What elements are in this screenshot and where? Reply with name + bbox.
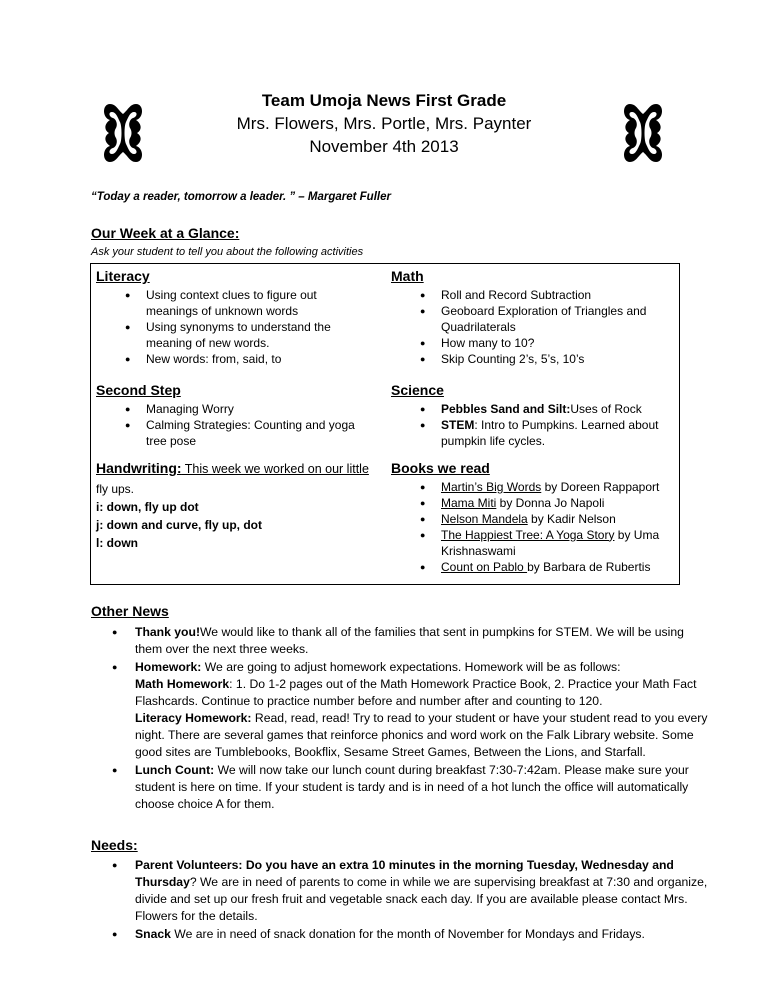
newsletter-date: November 4th 2013 [309,137,459,156]
handwriting-line: l: down [96,535,138,550]
handwriting-line: j: down and curve, fly up, dot [96,517,263,532]
week-subheading: Ask your student to tell you about the following activities [91,246,364,258]
list-item: ● Nelson Mandela by Kadir Nelson [417,511,673,527]
other-news-heading: Other News [91,603,169,619]
science-section [391,382,673,449]
list-item: ● Homework: We are going to adjust homework expectations. Homework will be as follows: Math Homework: 1. Do 1-2 pages out of the Math Homework Practice Book, 2. Practice your Math Fact Flashcards. Continue to practice number before and number after and counting to 120. Literacy Homework: Read, read, read! Try to read to your student or have your student read to you every night. There are several games that reinforce phonics and word work on the Falk Library website. Some good sites are Tumblebooks, Bookflix, Sesame Street Games, Between the Lions, and Starfall. [108,659,708,761]
list-item: ● Skip Counting 2’s, 5’s, 10’s [417,351,673,367]
list-item: ● Parent Volunteers: Do you have an extra 10 minutes in the morning Tuesday, Wednesday and Thursday? We are in need of parents to come in while we are supervising breakfast at 7:30 and organize, divide and set up our fresh fruit and vegetable snack each day. If you are available please contact Mrs. Flowers for the details. [108,857,708,925]
science-title: Science [391,382,444,398]
handwriting-section [96,460,381,552]
newsletter-title: Team Umoja News First Grade [261,91,507,110]
list-item: ● Pebbles Sand and Silt:Uses of Rock [417,401,673,417]
list-item: ● Managing Worry [122,401,371,417]
books-section [391,460,673,575]
math-section [391,268,673,367]
literacy-section [96,268,371,367]
quote: “Today a reader, tomorrow a leader. ” – Margaret Fuller [91,191,391,203]
math-title: Math [391,268,424,284]
list-item: ● Roll and Record Subtraction [417,287,673,303]
list-item: ● STEM: Intro to Pumpkins. Learned about pumpkin life cycles. [417,417,673,449]
list-item: ● Lunch Count: We will now take our lunch count during breakfast 7:30-7:42am. Please make sure your student is here on time. If your student is tardy and is in need of a hot lunch the office will automatically choose choice A for them. [108,762,708,813]
list-item: ● Mama Miti by Donna Jo Napoli [417,495,673,511]
second-step-section [96,382,371,449]
list-item: ● Snack We are in need of snack donation for the month of November for Mondays and Fridays. [108,926,708,943]
needs-list [108,857,708,944]
list-item: ● Count on Pablo by Barbara de Rubertis [417,559,673,575]
second-step-title: Second Step [96,382,181,398]
books-title: Books we read [391,460,490,476]
literacy-title: Literacy [96,268,150,284]
other-news-list [108,624,708,814]
list-item: ● The Happiest Tree: A Yoga Story by Uma Krishnaswami [417,527,673,559]
list-item: ● Martin’s Big Words by Doreen Rappaport [417,479,673,495]
needs-heading: Needs: [91,837,138,853]
handwriting-line: i: down, fly up dot [96,499,199,514]
list-item: ● Using context clues to figure out meanings of unknown words [122,287,371,319]
list-item: ● New words: from, said, to [122,351,371,367]
handwriting-intro: fly ups. [96,481,135,496]
list-item: ● Geoboard Exploration of Triangles and Quadrilaterals [417,303,673,335]
list-item: ● Using synonyms to understand the meaning of new words. [122,319,371,351]
list-item: ● Thank you!We would like to thank all of the families that sent in pumpkins for STEM. We will be using them over the next three weeks. [108,624,708,658]
week-heading: Our Week at a Glance: [91,225,240,241]
list-item: ● Calming Strategies: Counting and yoga tree pose [122,417,371,449]
handwriting-title: Handwriting: This week we worked on our little [96,460,369,476]
list-item: ● How many to 10? [417,335,673,351]
week-at-a-glance-table [90,263,680,585]
teacher-names: Mrs. Flowers, Mrs. Portle, Mrs. Paynter [236,114,532,133]
newsletter-header [0,89,768,158]
